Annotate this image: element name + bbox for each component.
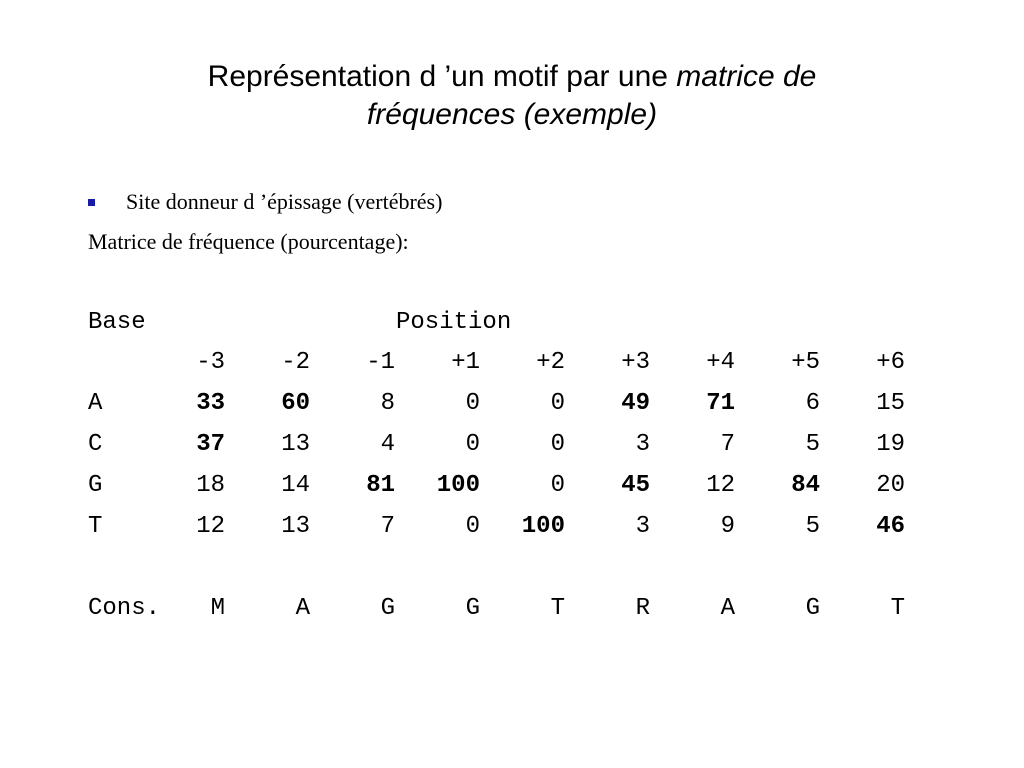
consensus-cell: G	[380, 595, 395, 622]
frequency-cell: 18	[196, 472, 225, 499]
frequency-cell: 20	[876, 472, 905, 499]
position-header-cell: +2	[536, 349, 565, 376]
consensus-cell: T	[890, 595, 905, 622]
frequency-cell: 81	[366, 472, 395, 499]
position-header: Position	[396, 309, 512, 336]
frequency-cell: 0	[465, 431, 480, 458]
bullet-text: Site donneur d ’épissage (vertébrés)	[126, 189, 443, 214]
position-header-cell: -2	[281, 349, 310, 376]
frequency-cell: 0	[465, 513, 480, 540]
consensus-cell: G	[805, 595, 820, 622]
consensus-cell: R	[635, 595, 650, 622]
frequency-cell: 71	[706, 390, 735, 417]
position-header-cell: +5	[791, 349, 820, 376]
frequency-cell: 33	[196, 390, 225, 417]
matrix-caption: Matrice de fréquence (pourcentage):	[88, 229, 409, 254]
frequency-cell: 14	[281, 472, 310, 499]
frequency-cell: 100	[436, 472, 480, 499]
frequency-cell: 8	[380, 390, 395, 417]
position-header-cell: +6	[876, 349, 905, 376]
frequency-cell: 7	[380, 513, 395, 540]
frequency-cell: 84	[791, 472, 820, 499]
consensus-cell: A	[720, 595, 735, 622]
frequency-cell: 3	[635, 513, 650, 540]
frequency-cell: 49	[621, 390, 650, 417]
frequency-cell: 37	[196, 431, 225, 458]
frequency-cell: 0	[465, 390, 480, 417]
slide-title	[0, 58, 1024, 134]
frequency-cell: 19	[876, 431, 905, 458]
base-label: C	[88, 431, 103, 458]
frequency-cell: 12	[196, 513, 225, 540]
frequency-cell: 13	[281, 431, 310, 458]
consensus-cell: A	[295, 595, 310, 622]
frequency-cell: 60	[281, 390, 310, 417]
base-label: G	[88, 472, 103, 499]
title-line-1	[0, 58, 1024, 96]
consensus-cell: M	[210, 595, 225, 622]
bullet-square-icon	[88, 199, 95, 206]
base-header: Base	[88, 309, 146, 336]
frequency-cell: 6	[805, 390, 820, 417]
frequency-cell: 12	[706, 472, 735, 499]
position-header-cell: +1	[451, 349, 480, 376]
frequency-cell: 5	[805, 513, 820, 540]
consensus-label: Cons.	[88, 595, 161, 622]
frequency-cell: 9	[720, 513, 735, 540]
base-label: A	[88, 390, 103, 417]
frequency-cell: 13	[281, 513, 310, 540]
base-label: T	[88, 513, 103, 540]
position-header-cell: -3	[196, 349, 225, 376]
title-line-2	[0, 96, 1024, 134]
frequency-cell: 5	[805, 431, 820, 458]
frequency-cell: 100	[521, 513, 565, 540]
title-italic-text-2: fréquences (exemple)	[366, 98, 658, 131]
title-plain-text: Représentation d ’un motif par une	[207, 60, 677, 93]
position-header-cell: -1	[366, 349, 395, 376]
consensus-cell: T	[550, 595, 565, 622]
frequency-cell: 0	[550, 472, 565, 499]
frequency-cell: 15	[876, 390, 905, 417]
frequency-cell: 0	[550, 431, 565, 458]
position-header-cell: +4	[706, 349, 735, 376]
frequency-cell: 46	[876, 513, 905, 540]
consensus-cell: G	[465, 595, 480, 622]
frequency-cell: 45	[621, 472, 650, 499]
title-italic-text-1: matrice de	[676, 60, 817, 93]
frequency-cell: 4	[380, 431, 395, 458]
position-header-cell: +3	[621, 349, 650, 376]
frequency-cell: 7	[720, 431, 735, 458]
frequency-cell: 3	[635, 431, 650, 458]
frequency-cell: 0	[550, 390, 565, 417]
